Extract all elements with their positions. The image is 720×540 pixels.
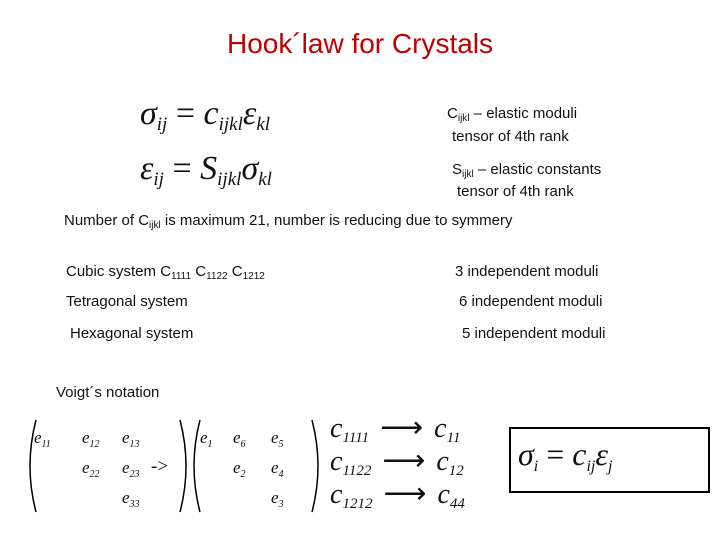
voigt-stress-subscript: i xyxy=(533,458,539,475)
voigt-e3: $e_3$ xyxy=(271,488,284,510)
page-title: Hook´law for Crystals xyxy=(226,28,494,59)
map-to-subscript: 12 xyxy=(448,463,464,479)
map-arrow: ⟶ xyxy=(383,477,427,510)
strain-symbol: ε xyxy=(140,150,154,187)
voigt-moduli-subscript: ij xyxy=(586,458,596,475)
map-from-subscript: 1212 xyxy=(342,496,373,512)
map-from-symbol: c xyxy=(330,479,343,510)
moduli-subscript: ijkl xyxy=(218,114,243,135)
voigt-e4: $e_4$ xyxy=(271,458,284,480)
cubic-sub-2: 1122 xyxy=(206,271,228,282)
map-to-symbol: c xyxy=(436,446,449,477)
strain-subscript: kl xyxy=(256,114,271,135)
strain-e22: $e_{22}$ xyxy=(82,458,100,480)
voigt-e2: $e_2$ xyxy=(233,458,246,480)
voigt-stress-symbol: σ xyxy=(518,436,534,472)
strain-e33: $e_{33}$ xyxy=(122,488,140,510)
hooke-equation xyxy=(140,95,270,136)
map-to-symbol: c xyxy=(437,479,450,510)
voigt-moduli-symbol: c xyxy=(572,436,587,472)
voigt-equals-sign: = xyxy=(546,436,565,472)
cubic-sub-3: 1212 xyxy=(242,271,265,282)
tetragonal-system-count: 6 independent moduli xyxy=(459,293,603,310)
cubic-c3: C xyxy=(227,263,243,280)
number-line-subscript: ijkl xyxy=(149,220,161,231)
moduli-note xyxy=(447,105,577,124)
constants-note-symbol: S xyxy=(452,161,463,178)
inverse-hooke-equation xyxy=(140,150,272,191)
matrix-arrow: -> xyxy=(151,456,169,477)
moduli-note-symbol: C xyxy=(447,105,458,122)
moduli-note-line2: tensor of 4th rank xyxy=(452,128,569,145)
number-line-suffix: is maximum 21, number is reducing due to symmery xyxy=(160,212,513,229)
map-from-symbol: c xyxy=(330,446,343,477)
hexagonal-system-count: 5 independent moduli xyxy=(462,325,606,342)
map-from-subscript: 1122 xyxy=(342,463,372,479)
constants-note-line2: tensor of 4th rank xyxy=(457,183,574,200)
cubic-system-name: Cubic system C xyxy=(66,263,172,280)
strain-e23: $e_{23}$ xyxy=(122,458,140,480)
strain-e12: $e_{12}$ xyxy=(82,428,100,450)
voigt-e5: $e_5$ xyxy=(271,428,284,450)
strain-e11: $e_{11}$ xyxy=(34,428,51,450)
moduli-note-subscript: ijkl xyxy=(457,113,470,124)
constants-note-subscript: ijkl xyxy=(462,169,474,180)
equals-sign: = xyxy=(175,95,196,132)
equals-sign: = xyxy=(172,150,192,187)
stress-subscript: kl xyxy=(258,169,272,190)
strain-subscript: ij xyxy=(153,169,164,190)
voigt-e1: $e_1$ xyxy=(200,428,213,450)
stress-symbol: σ xyxy=(140,95,157,132)
voigt-e6: $e_6$ xyxy=(233,428,246,450)
right-paren-close xyxy=(312,420,318,512)
constants-note xyxy=(452,161,601,180)
tetragonal-system-label: Tetragonal system xyxy=(66,293,188,310)
strain-e13: $e_{13}$ xyxy=(122,428,140,450)
map-to-subscript: 44 xyxy=(449,496,465,512)
cubic-system-count: 3 independent moduli xyxy=(455,263,599,280)
map-arrow: ⟶ xyxy=(380,411,424,444)
voigt-strain-symbol: ε xyxy=(595,436,608,472)
number-of-moduli-line xyxy=(64,212,513,231)
map-to-symbol: c xyxy=(434,413,447,444)
voigt-equation xyxy=(518,436,612,476)
strain-symbol: ε xyxy=(242,95,257,132)
mapping-row xyxy=(330,443,464,480)
cubic-c2: C xyxy=(191,263,207,280)
voigt-notation-label: Voigt´s notation xyxy=(56,384,160,401)
moduli-symbol: c xyxy=(203,95,219,132)
stress-subscript: ij xyxy=(156,114,168,135)
voigt-strain-subscript: j xyxy=(607,458,613,475)
stress-symbol: σ xyxy=(241,150,259,187)
constants-subscript: ijkl xyxy=(217,169,242,190)
map-to-subscript: 11 xyxy=(446,430,461,446)
moduli-note-text: – elastic moduli xyxy=(469,105,578,122)
cubic-sub-1: 1111 xyxy=(171,271,192,282)
cubic-system-label xyxy=(66,263,265,282)
mapping-row xyxy=(330,410,460,447)
left-paren-close xyxy=(180,420,186,512)
map-arrow: ⟶ xyxy=(382,444,426,477)
mapping-row xyxy=(330,476,465,513)
hexagonal-system-label: Hexagonal system xyxy=(70,325,194,342)
map-from-symbol: c xyxy=(330,413,343,444)
number-line-prefix: Number of C xyxy=(64,212,150,229)
map-from-subscript: 1111 xyxy=(342,430,370,446)
constants-symbol: S xyxy=(200,150,218,187)
constants-note-text: – elastic constants xyxy=(473,161,602,178)
